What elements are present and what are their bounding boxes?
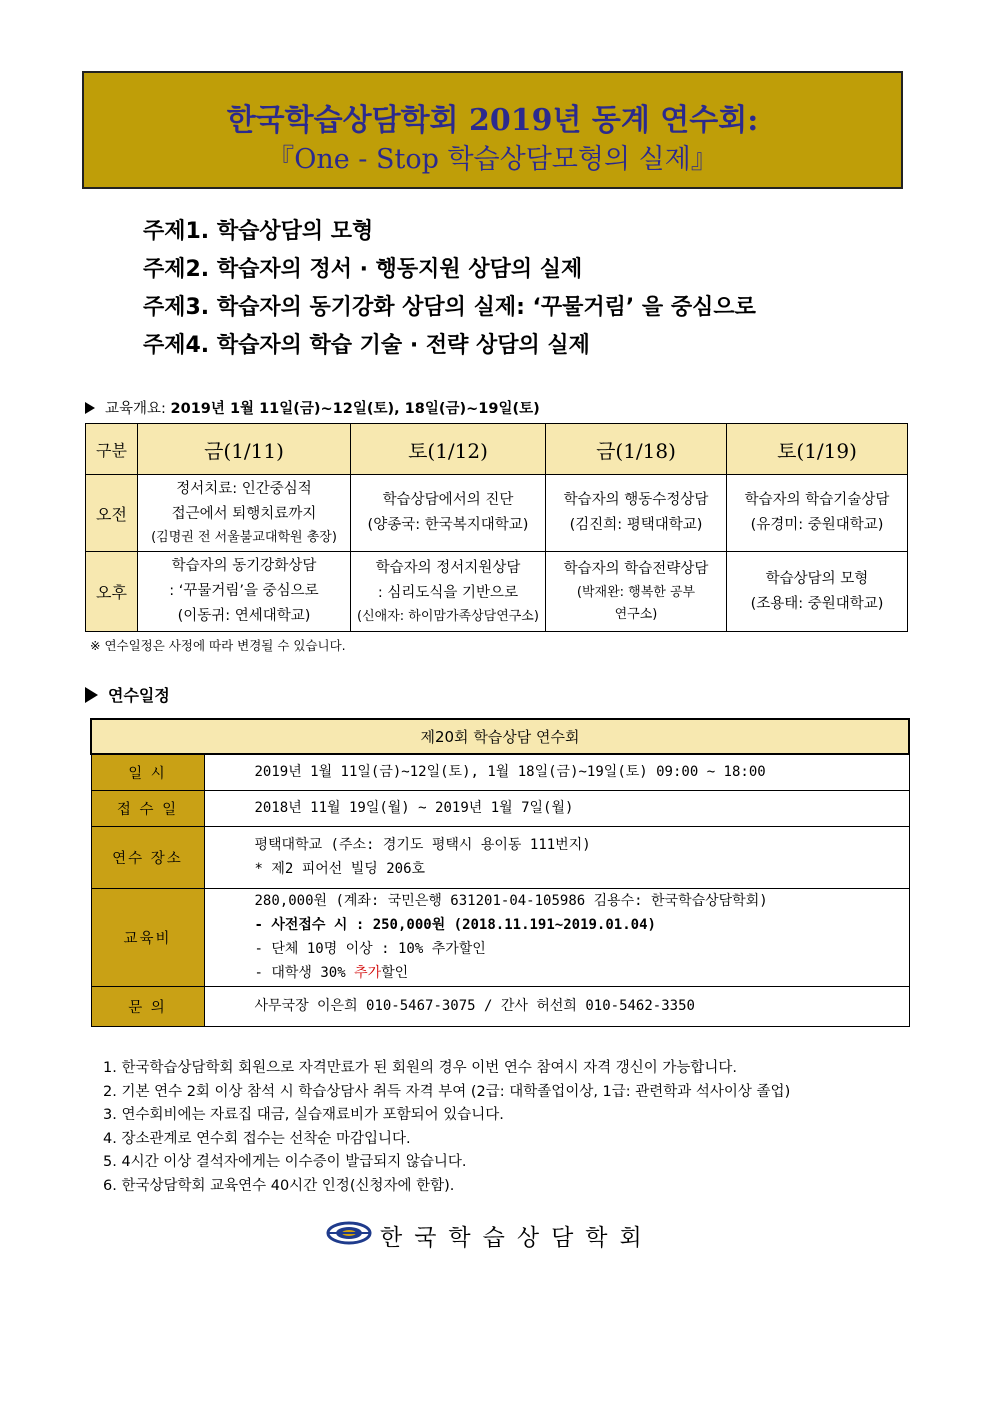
- overview-dates: 2019년 1월 11일(금)~12일(토), 18일(금)~19일(토): [170, 401, 540, 417]
- place-label: 연수 장소: [91, 826, 204, 888]
- title-banner: [82, 71, 903, 189]
- morning-label: 오전: [86, 475, 138, 552]
- topic-3: 주제3. 학습자의 동기강화 상담의 실제: ‘꾸물거림’ 을 중심으로: [143, 295, 756, 320]
- topic-4: 주제4. 학습자의 학습 기술 · 전략 상담의 실제: [143, 333, 590, 358]
- afternoon-label: 오후: [86, 552, 138, 632]
- registration-label: 접 수 일: [91, 790, 204, 826]
- topic-list: [143, 213, 756, 365]
- morning-session-3: 학습자의 행동수정상담 (김진희: 평택대학교): [546, 475, 727, 552]
- schedule-corner: 구분: [86, 424, 138, 475]
- notes-list: [103, 1057, 790, 1198]
- title-line2: 『One - Stop 학습상담모형의 실제』: [267, 144, 718, 175]
- schedule-day-3: 금(1/18): [546, 424, 727, 475]
- title-line1: 한국학습상담학회 2019년 동계 연수회:: [226, 103, 759, 138]
- triangle-bullet-icon: [85, 687, 98, 703]
- society-logo-icon: [326, 1221, 372, 1245]
- schedule-table: [85, 423, 908, 632]
- overview: [85, 397, 540, 418]
- afternoon-session-3: 학습자의 학습전략상담 (박재완: 행복한 공부 연구소): [546, 552, 727, 632]
- note-item: 4. 장소관계로 연수회 접수는 선착순 마감입니다.: [103, 1130, 411, 1147]
- fee-label: 교육비: [91, 888, 204, 986]
- contact-value: 사무국장 이은희 010-5467-3075 / 간사 허선희 010-5462-3350: [204, 986, 909, 1026]
- note-item: 5. 4시간 이상 결석자에게는 이수증이 발급되지 않습니다.: [103, 1154, 467, 1170]
- note-item: 1. 한국학습상담학회 회원으로 자격만료가 된 회원의 경우 이번 연수 참여시 자격 갱신이 가능합니다.: [103, 1060, 738, 1076]
- date-value: 2019년 1월 11일(금)~12일(토), 1월 18일(금)~19일(토) 09:00 ~ 18:00: [204, 754, 909, 790]
- schedule-note: ※ 연수일정은 사정에 따라 변경될 수 있습니다.: [90, 638, 346, 653]
- info-table: [90, 718, 910, 1027]
- footer-org-name: 한국학습상담학회: [380, 1225, 654, 1251]
- info-header: 제20회 학습상담 연수회: [91, 719, 909, 754]
- topic-1: 주제1. 학습상담의 모형: [143, 219, 374, 244]
- schedule-day-4: 토(1/19): [727, 424, 908, 475]
- overview-label: 교육개요:: [105, 401, 171, 417]
- topic-2: 주제2. 학습자의 정서 · 행동지원 상담의 실제: [143, 257, 583, 282]
- afternoon-session-4: 학습상담의 모형 (조용태: 중원대학교): [727, 552, 908, 632]
- fee-value: 280,000원 (계좌: 국민은행 631201-04-105986 김용수: 한국학습상담학회) - 사전접수 시 : 250,000원 (2018.11.191~2019.01.04) - 단체 10명 이상 : 10% 추가할인 - 대학생 30% 추가할인: [204, 888, 909, 986]
- schedule-day-2: 토(1/12): [351, 424, 546, 475]
- note-item: 2. 기본 연수 2회 이상 참석 시 학습상담사 취득 자격 부여 (2급: 대학졸업이상, 1급: 관련학과 석사이상 졸업): [103, 1083, 791, 1100]
- triangle-bullet-icon: [85, 402, 95, 414]
- date-label: 일 시: [91, 754, 204, 790]
- contact-label: 문 의: [91, 986, 204, 1026]
- section-title: 연수일정: [85, 683, 170, 706]
- note-item: 6. 한국상담학회 교육연수 40시간 인정(신청자에 한함).: [103, 1177, 455, 1194]
- afternoon-session-2: 학습자의 정서지원상담 : 심리도식을 기반으로 (신애자: 하이맘가족상담연구소): [351, 552, 546, 632]
- morning-session-2: 학습상담에서의 진단 (양종국: 한국복지대학교): [351, 475, 546, 552]
- footer: [326, 1219, 726, 1249]
- registration-value: 2018년 11월 19일(월) ~ 2019년 1월 7일(월): [204, 790, 909, 826]
- place-value: 평택대학교 (주소: 경기도 평택시 용이동 111번지) * 제2 피어선 빌딩 206호: [204, 826, 909, 888]
- morning-session-4: 학습자의 학습기술상담 (유경미: 중원대학교): [727, 475, 908, 552]
- schedule-day-1: 금(1/11): [138, 424, 351, 475]
- afternoon-session-1: 학습자의 동기강화상담 : ‘꾸물거림’을 중심으로 (이동귀: 연세대학교): [138, 552, 351, 632]
- note-item: 3. 연수회비에는 자료집 대금, 실습재료비가 포함되어 있습니다.: [103, 1107, 504, 1123]
- morning-session-1: 정서치료: 인간중심적 접근에서 퇴행치료까지 (김명권 전 서울불교대학원 총장): [138, 475, 351, 552]
